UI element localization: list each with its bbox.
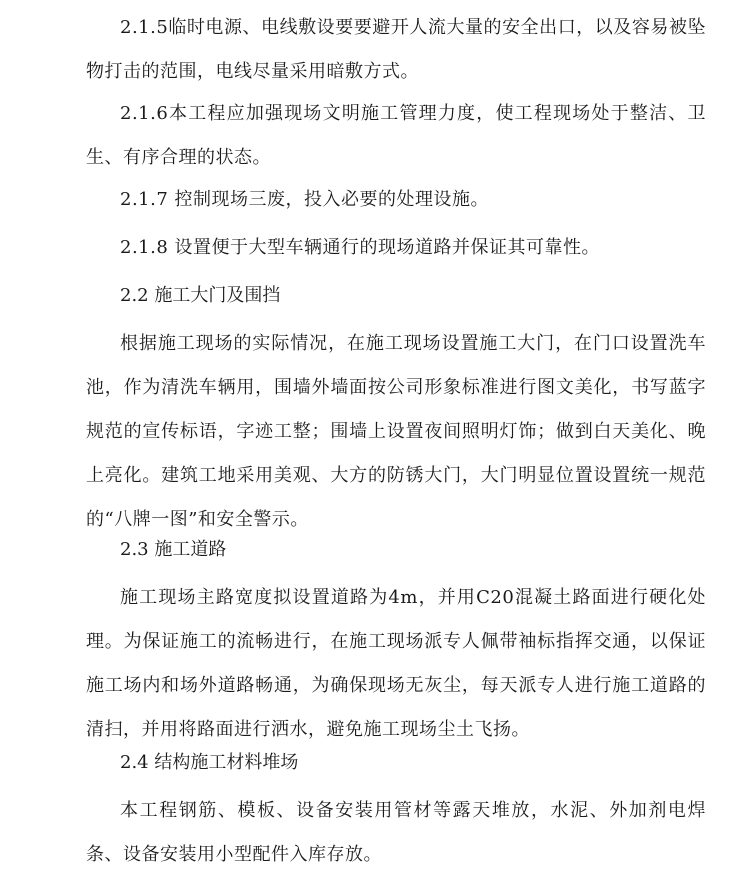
section-heading-2-4: 2.4 结构施工材料堆场: [120, 752, 299, 773]
paragraph-2-3: 施工现场主路宽度拟设置道路为4m，并用C20混凝土路面进行硬化处理。为保证施工的流畅进行，在施工现场派专人佩带袖标指挥交通，以保证施工场内和场外道路畅通，为确保现场无灰尘，每天派专人进行施工道路的清扫，并用将路面进行洒水，避免施工现场尘土飞扬。: [86, 587, 706, 740]
paragraph-2-1-7: 2.1.7 控制现场三废，投入必要的处理设施。: [120, 189, 490, 210]
paragraph-2-1-8: 2.1.8 设置便于大型车辆通行的现场道路并保证其可靠性。: [120, 237, 601, 258]
section-heading-2-3: 2.3 施工道路: [120, 539, 227, 560]
paragraph-2-1-5: 2.1.5临时电源、电线敷设要要避开人流大量的安全出口，以及容易被坠物打击的范围，电线尽量采用暗敷方式。: [86, 17, 706, 82]
paragraph-2-2: 根据施工现场的实际情况，在施工现场设置施工大门，在门口设置洗车池，作为清洗车辆用，围墙外墙面按公司形象标准进行图文美化，书写蓝字规范的宣传标语，字迹工整；围墙上设置夜间照明灯饰；做到白天美化、晚上亮化。建筑工地采用美观、大方的防锈大门，大门明显位置设置统一规范的“八牌一图”和安全警示。: [86, 333, 706, 530]
paragraph-2-1-6: 2.1.6本工程应加强现场文明施工管理力度，使工程现场处于整洁、卫生、有序合理的状态。: [86, 103, 706, 168]
section-heading-2-2: 2.2 施工大门及围挡: [120, 285, 281, 306]
paragraph-2-4: 本工程钢筋、模板、设备安装用管材等露天堆放，水泥、外加剂电焊条、设备安装用小型配件入库存放。: [86, 800, 706, 865]
